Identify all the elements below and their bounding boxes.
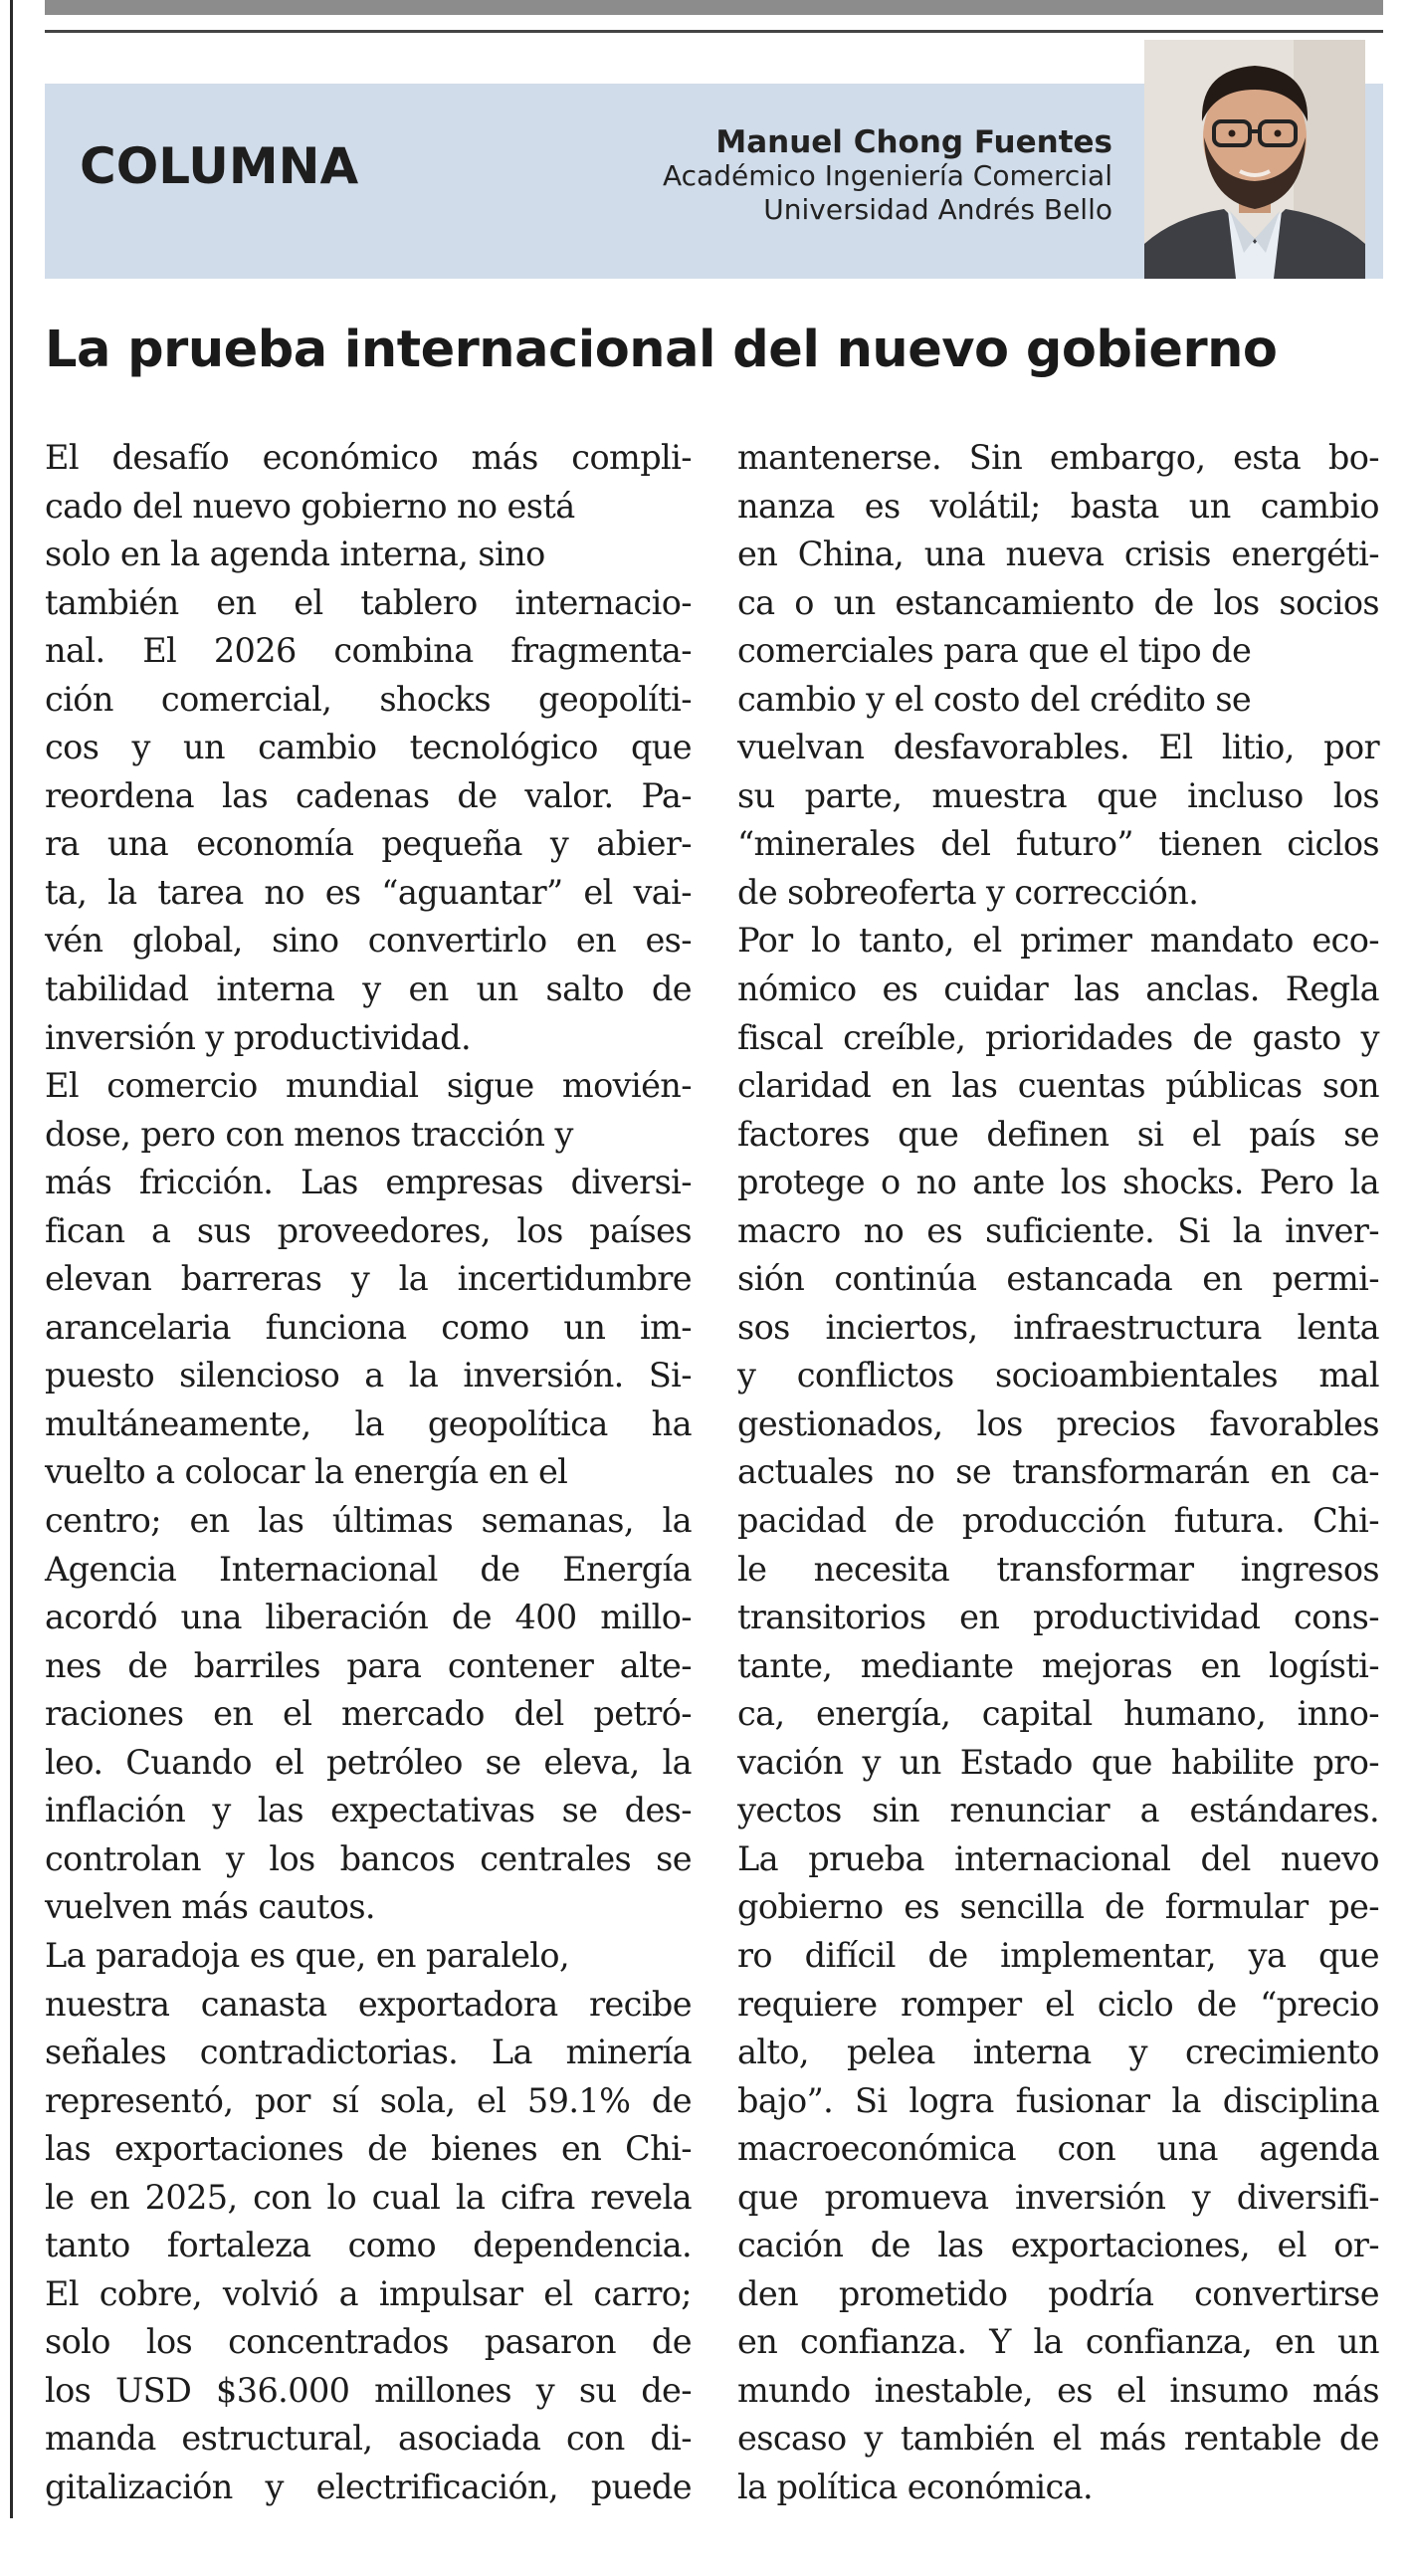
article-line: puesto silencioso a la inversión. Si- (45, 1356, 692, 1395)
article-line: inversión y productividad. (45, 1017, 472, 1057)
article-line: arancelaria funciona como un im- (45, 1307, 692, 1347)
article-line: ta, la tarea no es “aguantar” el vai- (45, 872, 692, 912)
article-line: El cobre, volvió a impulsar el carro; (45, 2273, 692, 2313)
article-line: las exportaciones de bienes en Chi- (45, 2129, 692, 2169)
article-line: requiere romper el ciclo de “precio (737, 1984, 1379, 2024)
article-line: Por lo tanto, el primer mandato eco- (737, 921, 1379, 961)
article-line: El comercio mundial sigue movién- (45, 1066, 692, 1106)
article-line: leo. Cuando el petróleo se eleva, la (45, 1742, 692, 1782)
article-line: vén global, sino convertirlo en es- (45, 921, 692, 961)
article-line: ca o un estancamiento de los socios (737, 582, 1379, 622)
article-line: La prueba internacional del nuevo (737, 1838, 1379, 1878)
article-line: centro; en las últimas semanas, la (45, 1501, 692, 1541)
left-margin-rule (10, 0, 13, 2518)
article-line: gitalización y electrificación, puede (45, 2467, 692, 2506)
article-line: Agencia Internacional de Energía (45, 1549, 692, 1589)
author-portrait-icon (1144, 40, 1365, 279)
article-line: tabilidad interna y en un salto de (45, 969, 692, 1009)
article-line: en confianza. Y la confianza, en un (737, 2322, 1379, 2362)
article-line: vación y un Estado que habilite pro- (737, 1742, 1379, 1782)
article-line: sión continúa estancada en permi- (737, 1259, 1379, 1299)
article-line: ra una economía pequeña y abier- (45, 824, 692, 864)
article-line: nómico es cuidar las anclas. Regla (737, 969, 1379, 1009)
article-line: manda estructural, asociada con di- (45, 2419, 692, 2459)
article-line: transitorios en productividad cons- (737, 1598, 1379, 1637)
article-line: macro no es suficiente. Si la inver- (737, 1210, 1379, 1250)
article-line: y conflictos socioambientales mal (737, 1356, 1379, 1395)
article-line: alto, pelea interna y crecimiento (737, 2033, 1379, 2072)
article-line: reordena las cadenas de valor. Pa- (45, 775, 692, 815)
article-line: raciones en el mercado del petró- (45, 1694, 692, 1734)
author-affiliation: Universidad Andrés Bello (763, 193, 1112, 226)
article-line: den prometido podría convertirse (737, 2273, 1379, 2313)
author-name: Manuel Chong Fuentes (715, 124, 1112, 160)
article-line: sos inciertos, infraestructura lenta (737, 1307, 1379, 1347)
article-line: fiscal creíble, prioridades de gasto y (737, 1017, 1379, 1057)
article-line: más fricción. Las empresas diversi- (45, 1163, 692, 1202)
article-line: la política económica. (737, 2467, 1094, 2506)
article-line: ción comercial, shocks geopolíti- (45, 679, 692, 719)
article-line: nes de barriles para contener alte- (45, 1645, 692, 1685)
article-line: cos y un cambio tecnológico que (45, 728, 692, 767)
top-bar (45, 0, 1383, 15)
article-column-left (45, 434, 692, 2512)
author-role: Académico Ingeniería Comercial (663, 159, 1112, 192)
article-line: mantenerse. Sin embargo, esta bo- (737, 438, 1379, 477)
article-line: ro difícil de implementar, ya que (737, 1935, 1379, 1975)
article-headline: La prueba internacional del nuevo gobierno (45, 321, 1278, 379)
article-line: fican a sus proveedores, los países (45, 1210, 692, 1250)
article-line: le en 2025, con lo cual la cifra revela (45, 2177, 692, 2217)
section-label: COLUMNA (80, 137, 359, 195)
article-line: solo en la agenda interna, sino (45, 535, 545, 574)
article-line: comerciales para que el tipo de (737, 631, 1252, 671)
article-line: escaso y también el más rentable de (737, 2419, 1379, 2459)
article-line: cación de las exportaciones, el or- (737, 2226, 1379, 2265)
article-line: acordó una liberación de 400 millo- (45, 1598, 692, 1637)
byline (663, 125, 1112, 227)
article-line: en China, una nueva crisis energéti- (737, 535, 1379, 574)
article-line: gobierno es sencilla de formular pe- (737, 1887, 1379, 1927)
article-line: “minerales del futuro” tienen ciclos (737, 824, 1379, 864)
article-line: pacidad de producción futura. Chi- (737, 1501, 1379, 1541)
article-line: factores que definen si el país se (737, 1114, 1379, 1154)
article-line: vuelven más cautos. (45, 1887, 375, 1927)
article-line: su parte, muestra que incluso los (737, 775, 1379, 815)
author-photo (1144, 40, 1365, 279)
article-line: le necesita transformar ingresos (737, 1549, 1379, 1589)
article-column-right (737, 434, 1379, 2512)
article-line: inflación y las expectativas se des- (45, 1791, 692, 1830)
article-line: macroeconómica con una agenda (737, 2129, 1379, 2169)
article-line: protege o no ante los shocks. Pero la (737, 1163, 1379, 1202)
article-line: nanza es volátil; basta un cambio (737, 486, 1379, 526)
article-line: mundo inestable, es el insumo más (737, 2370, 1379, 2410)
article-line: cambio y el costo del crédito se (737, 679, 1252, 719)
article-line: nal. El 2026 combina fragmenta- (45, 631, 692, 671)
article-line: dose, pero con menos tracción y (45, 1114, 573, 1154)
article-line: El desafío económico más compli- (45, 438, 692, 477)
article-line: representó, por sí sola, el 59.1% de (45, 2080, 692, 2120)
top-divider (45, 30, 1383, 33)
article-line: los USD $36.000 millones y su de- (45, 2370, 692, 2410)
article-line: tante, mediante mejoras en logísti- (737, 1645, 1379, 1685)
article-line: vuelto a colocar la energía en el (45, 1452, 568, 1492)
article-line: actuales no se transformarán en ca- (737, 1452, 1379, 1492)
article-line: solo los concentrados pasaron de (45, 2322, 692, 2362)
article-line: multáneamente, la geopolítica ha (45, 1403, 692, 1443)
article-line: de sobreoferta y corrección. (737, 872, 1199, 912)
article-line: yectos sin renunciar a estándares. (737, 1791, 1379, 1830)
article-line: claridad en las cuentas públicas son (737, 1066, 1379, 1106)
article-line: tanto fortaleza como dependencia. (45, 2226, 692, 2265)
article-line: gestionados, los precios favorables (737, 1403, 1379, 1443)
article-line: cado del nuevo gobierno no está (45, 486, 575, 526)
article-line: también en el tablero internacio- (45, 582, 692, 622)
article-line: ca, energía, capital humano, inno- (737, 1694, 1379, 1734)
article-line: señales contradictorias. La minería (45, 2033, 692, 2072)
article-line: controlan y los bancos centrales se (45, 1838, 692, 1878)
article-line: La paradoja es que, en paralelo, (45, 1935, 570, 1975)
article-line: nuestra canasta exportadora recibe (45, 1984, 692, 2024)
article-line: vuelvan desfavorables. El litio, por (737, 728, 1379, 767)
article-line: bajo”. Si logra fusionar la disciplina (737, 2080, 1379, 2120)
article-line: que promueva inversión y diversifi- (737, 2177, 1379, 2217)
article-line: elevan barreras y la incertidumbre (45, 1259, 692, 1299)
